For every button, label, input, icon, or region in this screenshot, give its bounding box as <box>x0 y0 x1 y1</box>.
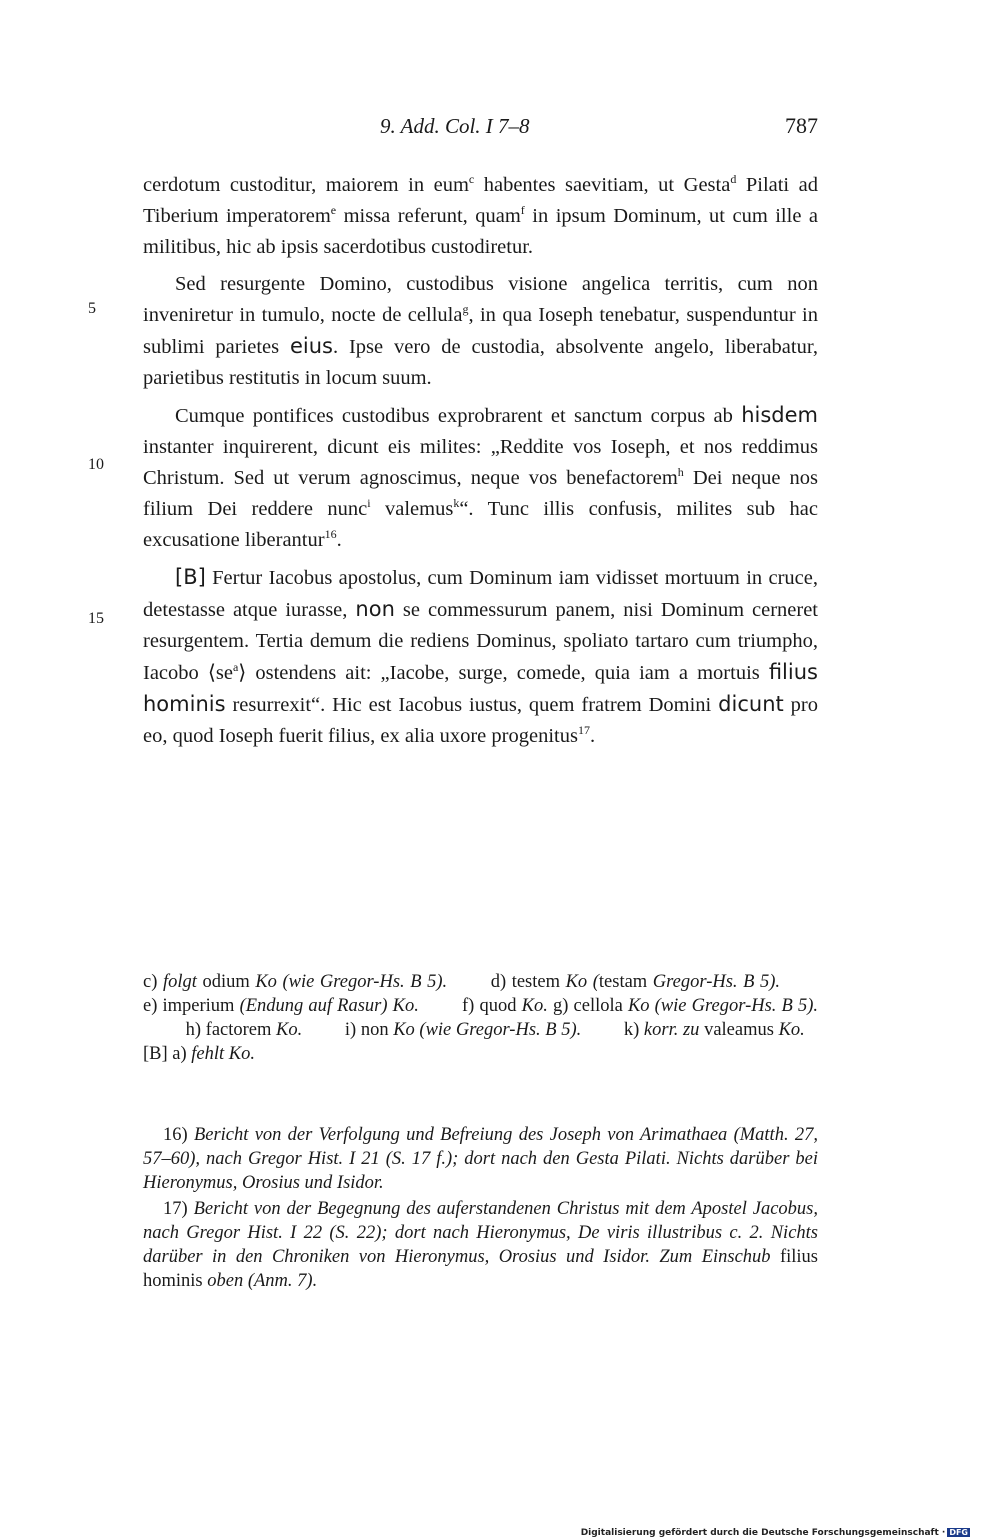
footnote-16: 16) Bericht von der Verfolgung und Befreiung des Joseph von Arimathaea (Matth. 27, 57–60), nach Gregor Hist. I 21 (S. 17 f.); dort nach den Gesta Pilati. Nichts darüber bei Hieronymus, Orosius und Isidor. <box>143 1125 818 1193</box>
footnotes <box>143 1123 818 1295</box>
apparatus-ref: d <box>730 172 737 186</box>
line-number-5: 5 <box>88 300 96 317</box>
footnote-ref: 17 <box>577 723 590 737</box>
paragraph-2: Sed resurgente Domino, custodibus visione angelica territis, cum non inveniretur in tumulo, nocte de cellula$^g$, in qua Ioseph tenebatur, suspenduntur in sublimi parietes eius. Ipse vero de custodia, absolvente angelo, liberabatur, parietibus restitutis in locum suum. <box>143 273 818 389</box>
apparatus-entries: c) folgt odium Ko (wie Gregor-Hs. B 5). d) testem Ko (testam Gregor-Hs. B 5). e) imperium (Endung auf Rasur) Ko. f) quod Ko. g) cellola Ko (wie Gregor-Hs. B 5). h) factorem Ko. i) non Ko (wie Gregor-Hs. B 5). k) korr. zu valeamus Ko. <box>143 972 819 1040</box>
apparatus-ref: h <box>677 465 684 479</box>
footnote-17: 17) Bericht von der Begegnung des auferstandenen Christus mit dem Apostel Jacobus, nach Gregor Hist. I 22 (S. 22); dort nach Hieronymus, De viris illustribus c. 2. Nichts darüber in den Chroniken von Hieronymus, Orosius und Isidor. Zum Einschub filius hominis oben (Anm. 7). <box>143 1199 818 1291</box>
source-word: hisdem <box>741 403 818 427</box>
paragraph-3: Cumque pontifices custodibus exprobrarent et sanctum corpus ab hisdem instanter inquirerent, dicunt eis milites: „Reddite vos Ioseph, et nos reddimus Christum. Sed ut verum agnoscimus, neque vos benefactorem$^h$ Dei neque nos filium Dei reddere nunc$^i$ valemus$^k$“. Tunc illis confusis, milites sub hac excusatione liberantur$^{16}$. <box>143 403 818 551</box>
apparatus-ref: i <box>367 496 371 510</box>
digitization-credit: Digitalisierung gefördert durch die Deutsche Forschungsgemeinschaft · DFG <box>580 1528 968 1538</box>
paragraph-1: cerdotum custoditur, maiorem in eum$^c$ habentes saevitiam, ut Gesta$^d$ Pilati ad Tiberium imperatorem$^e$ missa referunt, quam$^f$ in ipsum Dominum, ut cum ille a militibus, hic ab ipsis sacerdotibus custodiretur. <box>143 172 819 258</box>
page-number: 787 <box>785 113 818 138</box>
paragraph-4: [B] Fertur Iacobus apostolus, cum Dominum iam vidisset mortuum in cruce, detestasse atque iurasse, non se commessurum panem, nisi Dominum cerneret resurgentem. Tertia demum die rediens Dominus, spoliato tartaro cum triumpho, Iacobo $⟨se^a⟩$ ostendens ait: „Iacobe, surge, comede, quia iam a mortuis filius hominis resurrexit“. Hic est Iacobus iustus, quem fratrem Domini dicunt pro eo, quod Ioseph fuerit filius, ex alia uxore progenitus$^{17}$. <box>143 565 818 747</box>
section-marker: [B] <box>175 565 206 589</box>
source-word: filius hominis <box>143 660 818 716</box>
line-number-10: 10 <box>88 456 104 473</box>
apparatus-ref: f <box>520 203 525 217</box>
apparatus-ref: c <box>468 172 475 186</box>
source-word: eius <box>289 334 333 358</box>
source-word: dicunt <box>718 692 784 716</box>
source-word: non <box>355 597 395 621</box>
line-number-15: 15 <box>88 610 104 627</box>
critical-apparatus <box>143 970 818 1066</box>
apparatus-ref: g <box>462 302 469 316</box>
apparatus-ref: a <box>232 660 239 674</box>
running-head: 9. Add. Col. I 7–8 <box>380 114 530 138</box>
dfg-logo: DFG <box>949 1528 968 1537</box>
main-text <box>143 170 818 752</box>
footnote-ref: 16 <box>324 527 337 541</box>
apparatus-ref: e <box>330 203 337 217</box>
apparatus-ref: k <box>453 496 460 510</box>
apparatus-entry-b: [B] a) fehlt Ko. <box>143 1044 256 1064</box>
